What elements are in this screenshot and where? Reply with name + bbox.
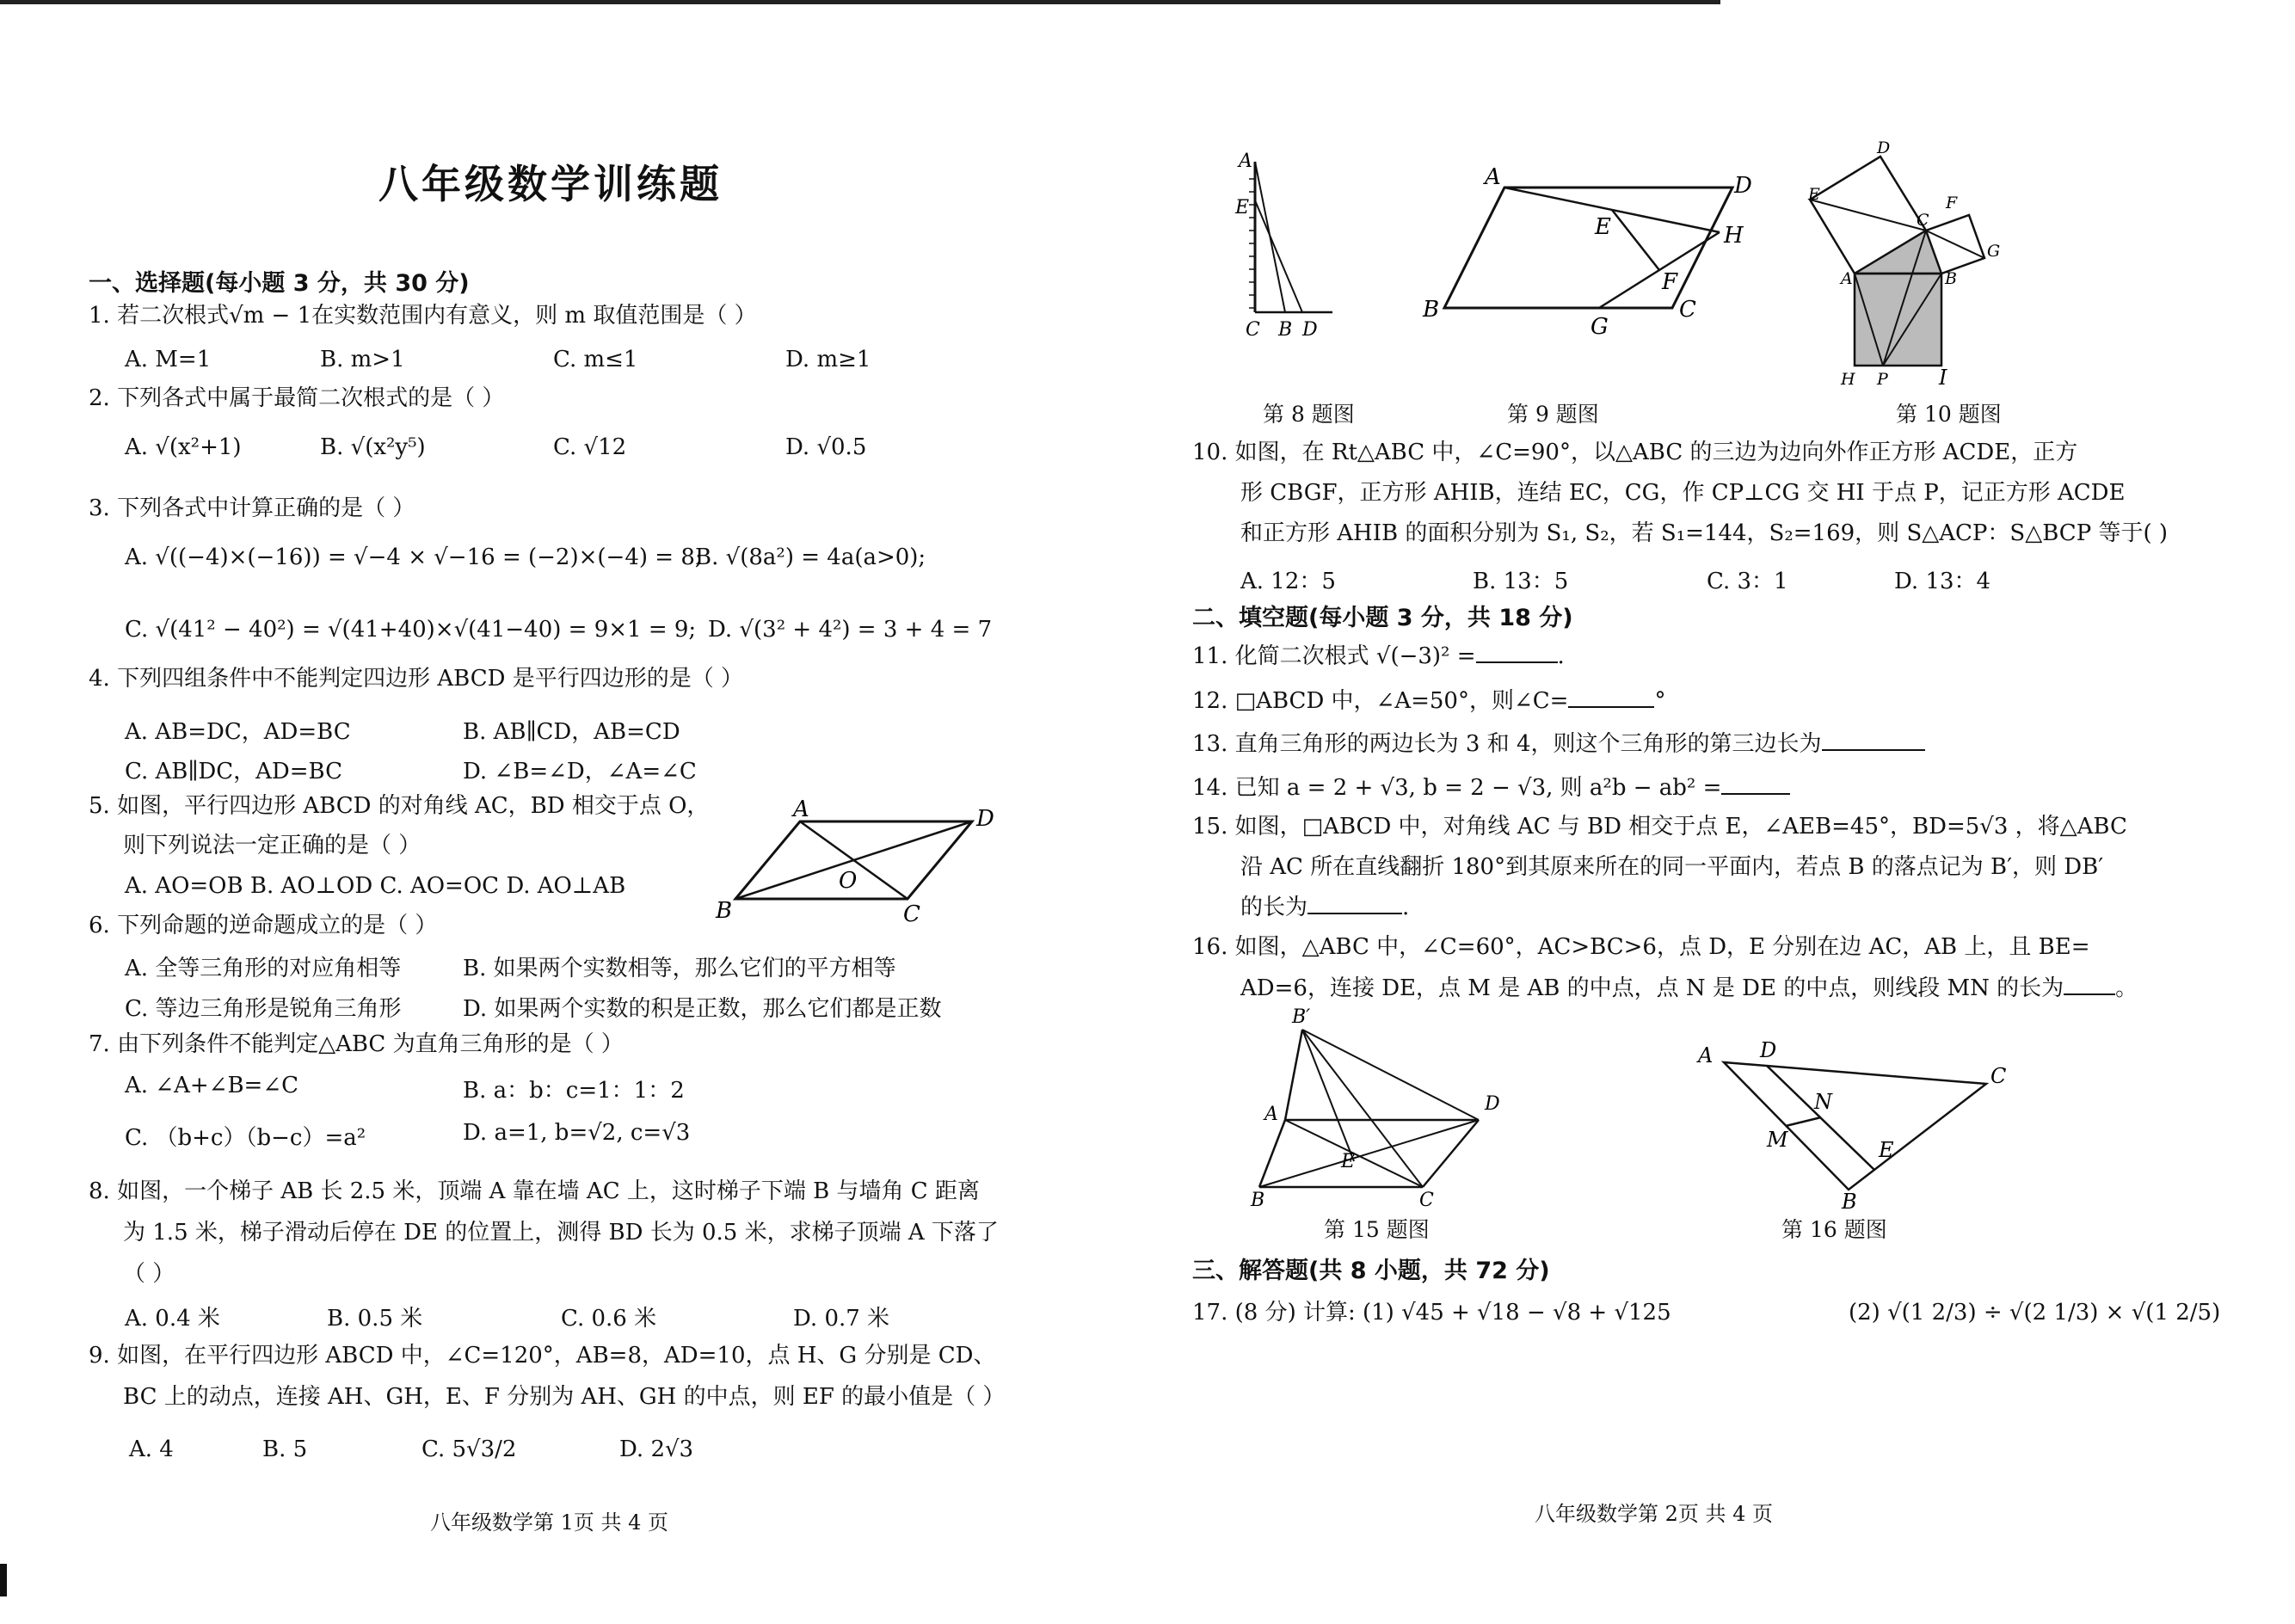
fig5-label-c: C [903, 901, 920, 927]
section-solve-heading: 三、解答题(共 8 小题，共 72 分) [1192, 1258, 1550, 1284]
q2-option-a: A. √(x²+1) [125, 434, 242, 460]
fig10-label-g: G [1987, 242, 2001, 261]
fig8-label-c: C [1246, 319, 1260, 341]
figure-q15-fold [1251, 1002, 1509, 1211]
fig10-label-a: A [1841, 269, 1853, 288]
fig15-label-b: B [1251, 1190, 1265, 1211]
fig15-label-a: A [1264, 1104, 1278, 1125]
question-17-part2: (2) √(1 2/3) ÷ √(2 1/3) × √(1 2/5) [1849, 1300, 2221, 1326]
q6-option-d: D. 如果两个实数的积是正数，那么它们都是正数 [463, 996, 942, 1022]
question-16-line1: 16. 如图，△ABC 中，∠C=60°，AC>BC>6，点 D，E 分别在边 AC，AB 上，且 BE= [1192, 934, 2090, 960]
fig16-label-a: A [1698, 1043, 1714, 1067]
question-17-part1: 17. (8 分) 计算: (1) √45 + √18 − √8 + √125 [1192, 1300, 1671, 1326]
fig9-label-g: G [1591, 314, 1609, 340]
q11-text: 11. 化简二次根式 √(−3)² = [1192, 643, 1476, 669]
q11-answer-blank [1476, 661, 1558, 663]
q4-option-b: B. AB∥CD，AB=CD [463, 719, 680, 745]
question-14 [1192, 768, 1790, 808]
q12-answer-blank [1568, 706, 1654, 708]
q14-text: 14. 已知 a = 2 + √3, b = 2 − √3, 则 a²b − ab² = [1192, 775, 1722, 801]
fig9-label-h: H [1724, 223, 1744, 249]
q7-option-d: D. a=1, b=√2, c=√3 [463, 1120, 691, 1146]
fig16-label-d: D [1760, 1038, 1777, 1062]
question-7: 7. 由下列条件不能判定△ABC 为直角三角形的是（ ） [89, 1031, 624, 1057]
question-6: 6. 下列命题的逆命题成立的是（ ） [89, 913, 438, 938]
question-15-line1: 15. 如图，□ABCD 中，对角线 AC 与 BD 相交于点 E，∠AEB=45°，BD=5√3 ，将△ABC [1192, 814, 2127, 840]
q8-option-a: A. 0.4 米 [125, 1306, 220, 1332]
question-8-line3: （ ） [123, 1261, 175, 1287]
q8-option-d: D. 0.7 米 [793, 1306, 890, 1332]
q7-option-b: B. a：b：c=1：1：2 [463, 1078, 685, 1104]
q1-option-a: A. M=1 [125, 347, 212, 372]
q2-option-b: B. √(x²y⁵) [320, 434, 426, 460]
caption-fig10: 第 10 题图 [1896, 402, 2002, 427]
caption-fig8: 第 8 题图 [1263, 402, 1355, 427]
question-1: 1. 若二次根式√m − 1在实数范围内有意义，则 m 取值范围是（ ） [89, 303, 757, 329]
q6-option-a: A. 全等三角形的对应角相等 [125, 956, 402, 981]
question-4: 4. 下列四组条件中不能判定四边形 ABCD 是平行四边形的是（ ） [89, 666, 743, 692]
q3-option-a: A. √((−4)×(−16)) = √−4 × √−16 = (−2)×(−4) = 8; [125, 544, 703, 570]
fig9-label-c: C [1679, 297, 1696, 323]
fig9-label-b: B [1423, 297, 1440, 323]
fig16-label-c: C [1990, 1064, 2007, 1088]
fig9-label-d: D [1734, 173, 1752, 199]
page-title: 八年级数学训练题 [378, 161, 723, 207]
figure-q16-triangle [1689, 1037, 2016, 1214]
q8-option-b: B. 0.5 米 [327, 1306, 423, 1332]
q12-text: 12. □ABCD 中，∠A=50°，则∠C= [1192, 688, 1569, 714]
page-right [1148, 0, 2295, 1624]
question-12 [1192, 681, 1665, 721]
question-5-line2: 则下列说法一定正确的是（ ） [123, 833, 421, 858]
q4-option-c: C. AB∥DC，AD=BC [125, 759, 343, 784]
question-15-line3: 的长为 . [1240, 895, 1410, 920]
question-10-line2: 形 CBGF，正方形 AHIB，连结 EC，CG，作 CP⊥CG 交 HI 于点 P，记正方形 ACDE [1240, 480, 2126, 506]
q14-answer-blank [1721, 793, 1790, 795]
q10-option-b: B. 13：5 [1473, 569, 1569, 594]
fig8-label-e: E [1235, 197, 1250, 218]
q9-option-a: A. 4 [129, 1436, 174, 1462]
fig10-label-d: D [1877, 138, 1891, 157]
fig5-label-a: A [793, 797, 809, 822]
q6-option-b: B. 如果两个实数相等，那么它们的平方相等 [463, 956, 896, 981]
q10-option-a: A. 12：5 [1240, 569, 1336, 594]
q13-answer-blank [1822, 749, 1925, 751]
section-choice-heading: 一、选择题(每小题 3 分，共 30 分) [89, 270, 470, 297]
q13-text: 13. 直角三角形的两边长为 3 和 4，则这个三角形的第三边长为 [1192, 731, 1822, 757]
q10-option-c: C. 3：1 [1707, 569, 1788, 594]
caption-fig16: 第 16 题图 [1781, 1217, 1887, 1242]
q15-answer-blank [1307, 913, 1402, 914]
q16-text2: AD=6，连接 DE，点 M 是 AB 的中点，点 N 是 DE 的中点，则线段 MN 的长为 [1240, 975, 2064, 1001]
q2-option-c: C. √12 [553, 434, 627, 460]
q3-option-d: D. √(3² + 4²) = 3 + 4 = 7 [708, 617, 993, 643]
question-9-line2: BC 上的动点，连接 AH、GH，E、F 分别为 AH、GH 的中点，则 EF 的最小值是（ ） [123, 1384, 1006, 1410]
question-10-line1: 10. 如图，在 Rt△ABC 中，∠C=90°，以△ABC 的三边为边向外作正方形 ACDE，正方 [1192, 440, 2078, 465]
q4-option-d: D. ∠B=∠D，∠A=∠C [463, 759, 697, 784]
section-fill-heading: 二、填空题(每小题 3 分，共 18 分) [1192, 605, 1573, 631]
fig10-label-i: I [1939, 366, 1947, 390]
q8-option-c: C. 0.6 米 [561, 1306, 657, 1332]
q15-text3: 的长为 [1240, 895, 1308, 920]
fig16-label-e: E [1879, 1138, 1894, 1162]
fig5-label-b: B [716, 898, 733, 924]
fig10-label-c: C [1917, 211, 1929, 230]
q9-option-d: D. 2√3 [619, 1436, 694, 1462]
fig8-label-a: A [1239, 151, 1252, 172]
q2-option-d: D. √0.5 [785, 434, 867, 460]
q1-option-c: C. m≤1 [553, 347, 638, 372]
fig8-label-d: D [1302, 319, 1318, 341]
fig10-label-p: P [1877, 370, 1888, 389]
figure-q10-squares [1810, 138, 2034, 391]
question-5-line1: 5. 如图，平行四边形 ABCD 的对角线 AC，BD 相交于点 O， [89, 793, 710, 819]
fig8-label-b: B [1278, 319, 1293, 341]
fig5-label-d: D [976, 806, 994, 832]
question-8-line2: 为 1.5 米，梯子滑动后停在 DE 的位置上，测得 BD 长为 0.5 米，求梯子顶端 A 下落了 [123, 1220, 999, 1246]
fig16-label-b: B [1842, 1190, 1857, 1214]
q1-option-d: D. m≥1 [785, 347, 871, 372]
question-10-line3: 和正方形 AHIB 的面积分别为 S₁, S₂，若 S₁=144，S₂=169，则 S△ACP：S△BCP 等于( ) [1240, 520, 2169, 546]
q10-option-d: D. 13：4 [1894, 569, 1991, 594]
fig15-label-c: C [1419, 1190, 1434, 1211]
question-3: 3. 下列各式中计算正确的是（ ） [89, 495, 415, 521]
footer-page-2: 八年级数学第 2页 共 4 页 [1535, 1502, 1774, 1526]
q3-option-c: C. √(41² − 40²) = √(41+40)×√(41−40) = 9×1 = 9; [125, 617, 697, 643]
fig16-label-n: N [1814, 1090, 1832, 1114]
question-13 [1192, 724, 1925, 764]
fig10-label-e: E [1808, 185, 1820, 204]
question-9-line1: 9. 如图，在平行四边形 ABCD 中，∠C=120°，AB=8，AD=10，点 H、G 分别是 CD、 [89, 1343, 996, 1369]
fig15-label-bprime: B′ [1292, 1006, 1311, 1028]
figure-q5-parallelogram [714, 796, 998, 929]
question-15-line2: 沿 AC 所在直线翻折 180°到其原来所在的同一平面内，若点 B 的落点记为 B′，则 DB′ [1240, 854, 2104, 880]
fig5-label-o: O [839, 868, 858, 894]
fig10-label-f: F [1946, 194, 1958, 212]
question-2: 2. 下列各式中属于最简二次根式的是（ ） [89, 385, 505, 411]
fig15-label-e: E [1341, 1151, 1356, 1172]
q7-option-c: C. （b+c）（b−c）=a² [125, 1125, 366, 1151]
q7-option-a: A. ∠A+∠B=∠C [125, 1073, 299, 1098]
fig9-label-a: A [1485, 164, 1501, 190]
q1-option-b: B. m>1 [320, 347, 405, 372]
q3-option-b: B. √(8a²) = 4a(a>0); [695, 544, 926, 570]
fig10-label-b: B [1945, 269, 1957, 288]
fig10-label-h: H [1841, 370, 1855, 389]
fig15-label-d: D [1485, 1093, 1500, 1115]
q12-degree: ° [1654, 688, 1666, 714]
caption-fig9: 第 9 题图 [1507, 402, 1599, 427]
q6-option-c: C. 等边三角形是锐角三角形 [125, 996, 402, 1022]
question-8-line1: 8. 如图，一个梯子 AB 长 2.5 米，顶端 A 靠在墙 AC 上，这时梯子下端 B 与墙角 C 距离 [89, 1178, 980, 1204]
q9-option-c: C. 5√3/2 [421, 1436, 517, 1462]
q9-option-b: B. 5 [262, 1436, 308, 1462]
figure-q9-parallelogram [1423, 163, 1758, 340]
fig16-label-m: M [1767, 1128, 1788, 1152]
figure-q8-ladder [1234, 153, 1337, 347]
caption-fig15: 第 15 题图 [1324, 1217, 1430, 1242]
question-11: 11. 化简二次根式 √(−3)² = . [1192, 643, 1565, 669]
q5-options: A. AO=OB B. AO⊥OD C. AO=OC D. AO⊥AB [125, 873, 626, 899]
q4-option-a: A. AB=DC，AD=BC [125, 719, 351, 745]
footer-page-1: 八年级数学第 1页 共 4 页 [430, 1510, 669, 1535]
q16-tail: 。 [2115, 975, 2138, 1001]
fig9-label-e: E [1595, 214, 1611, 240]
fig9-label-f: F [1662, 269, 1678, 295]
q16-answer-blank [2064, 993, 2115, 995]
